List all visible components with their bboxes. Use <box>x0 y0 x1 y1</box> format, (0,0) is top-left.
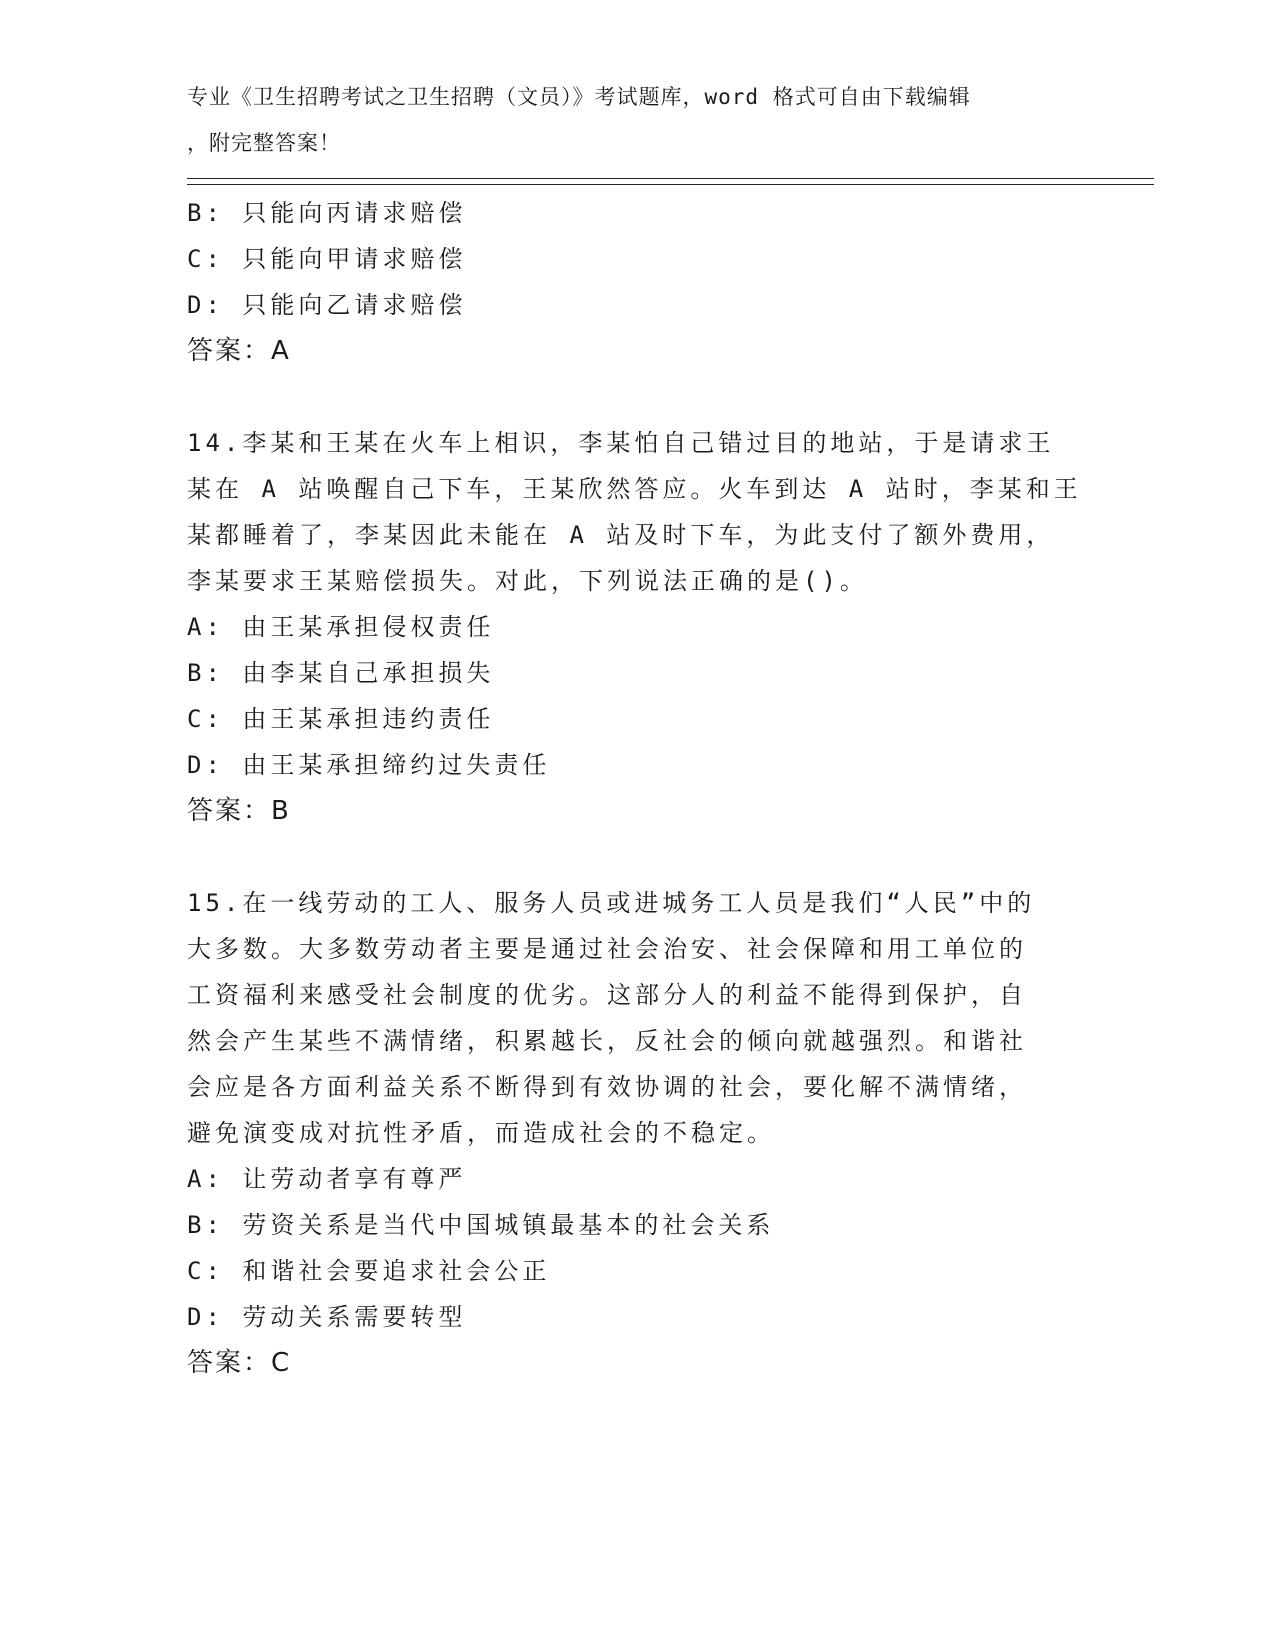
option-c: C: 由王某承担违约责任 <box>187 705 495 733</box>
option-d: D: 劳动关系需要转型 <box>187 1303 467 1331</box>
question-13-tail <box>187 190 1087 374</box>
header-rule-top <box>187 178 1154 179</box>
question-stem-line: 大多数。大多数劳动者主要是通过社会治安、社会保障和用工单位的 <box>187 935 1027 963</box>
option-b: B: 劳资关系是当代中国城镇最基本的社会关系 <box>187 1211 775 1239</box>
header-line-2: ，附完整答案！ <box>187 131 341 155</box>
question-stem-line: 避免演变成对抗性矛盾，而造成社会的不稳定。 <box>187 1119 775 1147</box>
question-14 <box>187 420 1087 834</box>
question-stem-line: 然会产生某些不满情绪，积累越长，反社会的倾向就越强烈。和谐社 <box>187 1027 1027 1055</box>
answer: 答案：C <box>187 1348 292 1378</box>
option-d: D: 由王某承担缔约过失责任 <box>187 751 551 779</box>
option-b: B: 由李某自己承担损失 <box>187 659 495 687</box>
option-c: C: 只能向甲请求赔偿 <box>187 245 467 273</box>
spacer <box>187 834 1087 880</box>
spacer <box>187 374 1087 420</box>
option-a: A: 由王某承担侵权责任 <box>187 613 495 641</box>
answer: 答案：B <box>187 796 291 826</box>
question-stem-line: 某在 A 站唤醒自己下车，王某欣然答应。火车到达 A 站时，李某和王 <box>187 475 1082 503</box>
option-a: A: 让劳动者享有尊严 <box>187 1165 467 1193</box>
question-15 <box>187 880 1087 1386</box>
question-content <box>187 190 1087 1386</box>
question-stem-line: 14.李某和王某在火车上相识，李某怕自己错过目的地站，于是请求王 <box>187 429 1055 457</box>
header-rule-bottom <box>187 184 1154 185</box>
question-stem-line: 工资福利来感受社会制度的优劣。这部分人的利益不能得到保护，自 <box>187 981 1027 1009</box>
header-line-1: 专业《卫生招聘考试之卫生招聘（文员）》考试题库，word 格式可自由下载编辑 <box>187 85 971 109</box>
question-stem-line: 某都睡着了，李某因此未能在 A 站及时下车，为此支付了额外费用， <box>187 521 1055 549</box>
option-c: C: 和谐社会要追求社会公正 <box>187 1257 551 1285</box>
question-stem-line: 会应是各方面利益关系不断得到有效协调的社会，要化解不满情绪， <box>187 1073 1027 1101</box>
question-stem-line: 15.在一线劳动的工人、服务人员或进城务工人员是我们“人民”中的 <box>187 889 1036 917</box>
option-d: D: 只能向乙请求赔偿 <box>187 291 467 319</box>
option-b: B: 只能向丙请求赔偿 <box>187 199 467 227</box>
answer: 答案：A <box>187 336 291 366</box>
question-stem-line: 李某要求王某赔偿损失。对此，下列说法正确的是()。 <box>187 567 868 595</box>
document-header <box>187 74 1087 166</box>
